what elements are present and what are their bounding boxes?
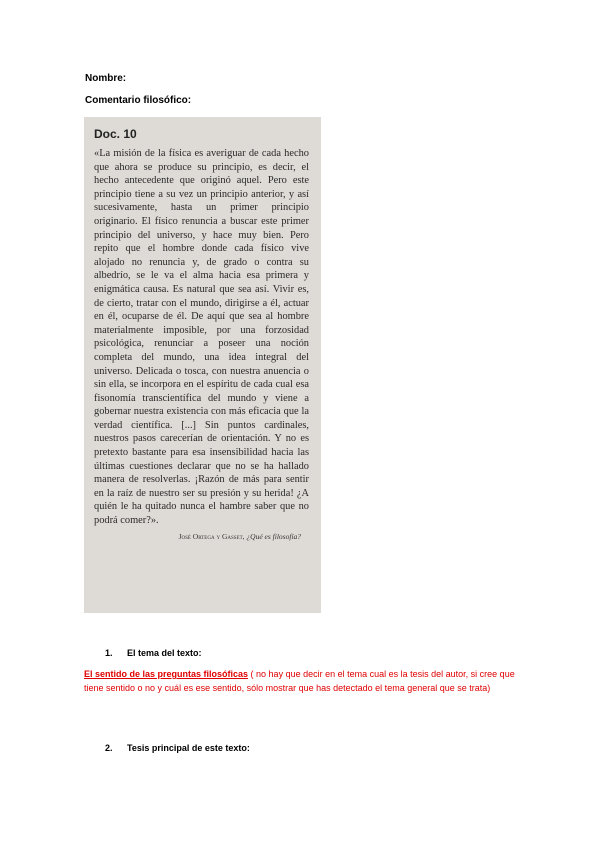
source-work: ¿Qué es filosofía?: [246, 531, 301, 541]
question-2-label: Tesis principal de este texto:: [127, 743, 250, 753]
answer-1-lead: El sentido de las preguntas filosóficas: [84, 669, 249, 679]
answer-1: [84, 667, 524, 695]
question-2: [105, 743, 250, 753]
document-text: «La misión de la física es averiguar de cada hecho que ahora se produce su principio, es decir, el hecho antecedente que originó aquel. Pero este principio tiene a su vez un principio anterior, y así sucesivamente, hasta un primer principio originario. El físico renuncia a buscar este primer principio del universo, y hace muy bien. Pero repito que el hombre donde cada físico vive alojado no renuncia y, de grado o contra su albedrío, se le va el alma hacia esa primera y enigmática causa. Es natural que sea así. Vivir es, de cierto, tratar con el mundo, dirigirse a él, actuar en él, ocuparse de él. De aquí que sea al hombre materialmente imposible, por una forzosidad psicológica, renunciar a poseer una noción completa del mundo, una idea integral del universo. Delicada o tosca, con nuestra anuencia o sin ella, se incorpora en el espíritu de cada cual esa fisonomía transcientífica del mundo y viene a gobernar nuestra existencia con más eficacia que la verdad científica. [...] Sin puntos cardinales, nuestros pasos carecerían de orientación. Y no es pretexto bastante para esa insensibilidad hacia las últimas cuestiones declarar que no se ha hallado manera de resolverlas. ¡Razón de más para sentir en la raíz de nuestro ser su presión y su herida! ¿A quién le ha quitado nunca el hambre saber que no podrá comer?».: [94, 148, 309, 527]
answer-1-note: ( no hay que decir en el tema cual es la tesis del autor, si cree que tiene sentido o no y cuál es ese sentido, sólo mostrar que has detectado el tema general que se trata): [84, 669, 515, 693]
question-1-number: 1.: [105, 648, 113, 658]
question-2-number: 2.: [105, 743, 113, 753]
question-1: [105, 648, 202, 658]
document-source: [94, 532, 309, 541]
document-title: Doc. 10: [94, 127, 137, 141]
name-label: Nombre:: [85, 73, 127, 84]
document-scan: [84, 117, 321, 613]
source-author: José Ortega y Gasset,: [178, 531, 245, 541]
comment-label: Comentario filosófico:: [85, 95, 192, 106]
question-1-label: El tema del texto:: [127, 648, 202, 658]
